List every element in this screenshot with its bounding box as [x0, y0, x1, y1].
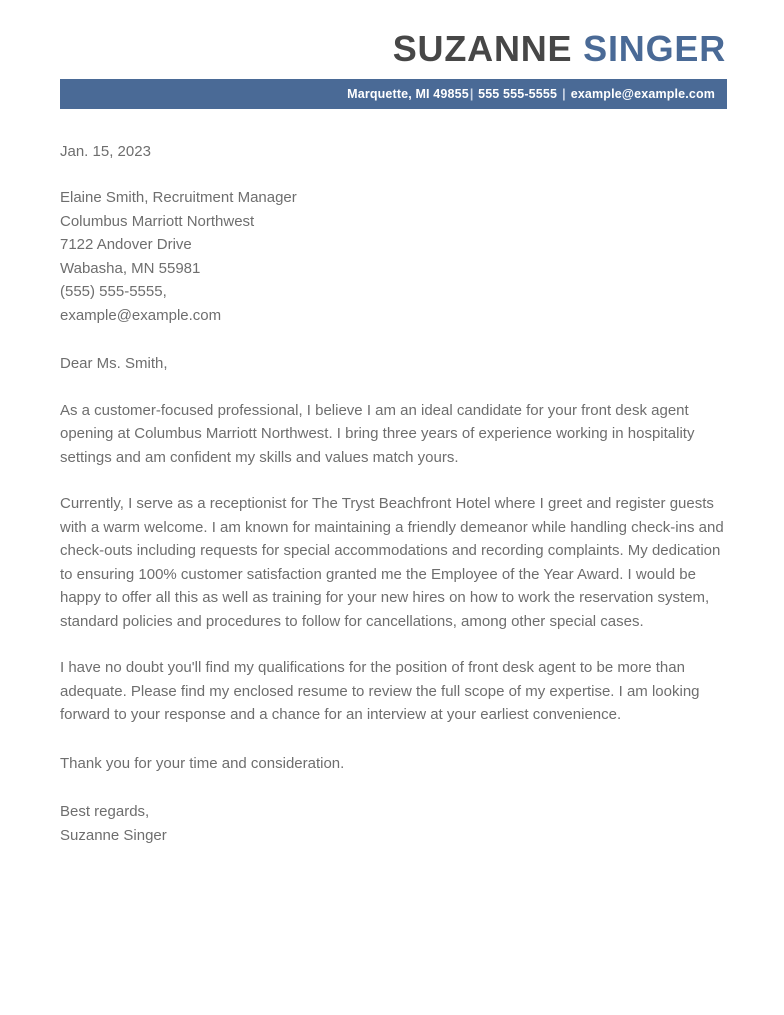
contact-phone[interactable]: 555 555-5555	[478, 86, 558, 101]
page-title	[0, 30, 784, 68]
contact-email[interactable]: example@example.com	[570, 86, 715, 101]
recipient-address-block	[60, 186, 726, 327]
contact-separator-2: |	[562, 86, 566, 101]
first-name: SUZANNE	[392, 28, 573, 69]
contact-location: Marquette, MI 49855	[347, 86, 469, 101]
recipient-line: Columbus Marriott Northwest	[60, 212, 255, 230]
sign-off-name: Suzanne Singer	[60, 826, 167, 844]
last-name: SINGER	[583, 28, 726, 69]
contact-info	[347, 87, 715, 101]
contact-bar	[60, 79, 727, 109]
salutation: Dear Ms. Smith,	[60, 355, 168, 373]
recipient-line: 7122 Andover Drive	[60, 236, 192, 254]
sign-off-salutation: Best regards,	[60, 803, 150, 821]
sign-off-block	[60, 800, 726, 847]
body-paragraph: Currently, I serve as a receptionist for The Tryst Beachfront Hotel where I greet and register guests with a warm welcome. I am known for maintaining a friendly demeanor while handling check-ins and check-outs including requests for special accommodations and recording complaints. My dedication to ensuring 100% customer satisfaction granted me the Employee of the Year Award. I would be happy to offer all this as well as training for your new hires on how to work the reservation system, standard policies and procedures to follow for cancellations, among other special cases.	[60, 495, 724, 630]
recipient-line: (555) 555-5555,	[60, 283, 167, 301]
letterhead	[0, 0, 784, 109]
recipient-line: example@example.com	[60, 306, 222, 324]
body-paragraph: As a customer-focused professional, I believe I am an ideal candidate for your front desk agent opening at Columbus Marriott Northwest. I bring three years of experience working in hospitality settings and am confident my skills and values match yours.	[60, 401, 695, 466]
letter-body	[0, 140, 784, 848]
letter-date: Jan. 15, 2023	[60, 142, 151, 160]
recipient-line: Elaine Smith, Recruitment Manager	[60, 189, 297, 207]
closing-thanks: Thank you for your time and consideration.	[60, 754, 345, 772]
contact-separator-1: |	[469, 86, 474, 101]
recipient-line: Wabasha, MN 55981	[60, 259, 201, 277]
body-paragraph: I have no doubt you'll find my qualifications for the position of front desk agent to be more than adequate. Please find my enclosed resume to review the full scope of my expertise. I am looking forward to your response and a chance for an interview at your earliest convenience.	[60, 659, 700, 724]
